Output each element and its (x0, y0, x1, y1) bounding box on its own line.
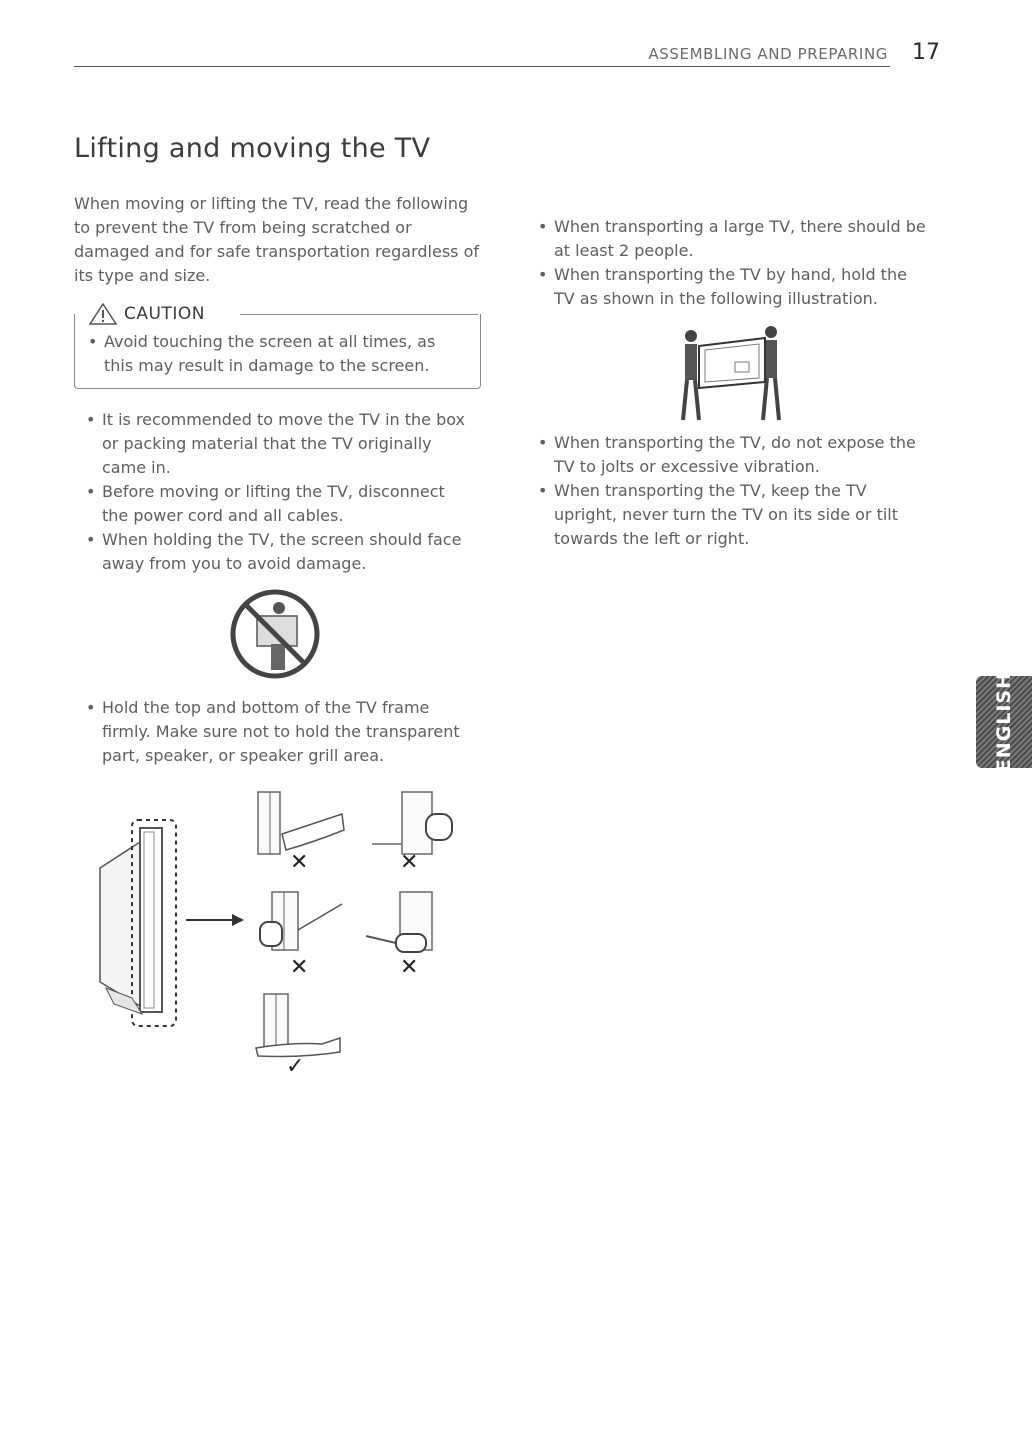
intro-paragraph: When moving or lifting the TV, read the following to prevent the TV from being scratched or damaged and for safe transportation regardless of its type and size. (74, 194, 479, 285)
right-bullet-list-1 (538, 215, 928, 311)
list-item-text: When holding the TV, the screen should face away from you to avoid damage. (102, 530, 462, 573)
list-item (538, 215, 928, 263)
list-item-text: Hold the top and bottom of the TV frame firmly. Make sure not to hold the transparent part, speaker, or speaker grill area. (102, 698, 460, 765)
caution-heading (84, 302, 215, 326)
bullet: • (538, 265, 548, 284)
wrong-mark: ✕ (400, 850, 419, 875)
list-item (86, 696, 476, 768)
bullet: • (538, 433, 548, 452)
list-item-text: It is recommended to move the TV in the box or packing material that the TV originally came in. (102, 410, 466, 477)
list-item (538, 263, 928, 311)
list-item (86, 408, 476, 480)
list-item-text: When transporting the TV, do not expose the TV to jolts or excessive vibration. (554, 433, 916, 476)
right-bullet-list-2 (538, 431, 928, 551)
two-people-carrying-tv-illustration (677, 322, 789, 422)
bullet: • (86, 698, 96, 717)
language-tab-label: ENGLISH (993, 671, 1015, 773)
bullet: • (538, 481, 548, 500)
arrow-right-icon (186, 912, 246, 928)
left-bullet-list-2 (86, 696, 476, 768)
caution-label: CAUTION (124, 304, 205, 324)
page-title: Lifting and moving the TV (74, 133, 431, 164)
header-rule (74, 66, 890, 67)
left-bullet-list-1 (86, 408, 476, 576)
list-item-text: When transporting the TV, keep the TV upright, never turn the TV on its side or tilt towards the left or right. (554, 481, 899, 548)
bullet: • (86, 530, 96, 549)
wrong-mark: ✕ (290, 850, 309, 875)
correct-mark: ✓ (286, 1054, 305, 1079)
language-tab (976, 671, 1032, 773)
caution-item-text: Avoid touching the screen at all times, as this may result in damage to the screen. (104, 332, 436, 375)
wrong-mark: ✕ (290, 955, 309, 980)
caution-triangle-icon (88, 302, 118, 326)
prohibited-icon (229, 588, 321, 680)
list-item-text: When transporting the TV by hand, hold the TV as shown in the following illustration. (554, 265, 907, 308)
list-item-text: Before moving or lifting the TV, disconnect the power cord and all cables. (102, 482, 445, 525)
caution-item (88, 330, 468, 378)
section-label: ASSEMBLING AND PREPARING (648, 45, 888, 63)
list-item (538, 431, 928, 479)
wrong-mark: ✕ (400, 955, 419, 980)
bullet: • (86, 482, 96, 501)
bullet: • (86, 410, 96, 429)
list-item-text: When transporting a large TV, there should be at least 2 people. (554, 217, 926, 260)
caution-list (88, 330, 468, 378)
page-number: 17 (912, 40, 940, 65)
caution-top-rule (240, 314, 478, 315)
list-item (86, 480, 476, 528)
list-item (538, 479, 928, 551)
list-item (86, 528, 476, 576)
bullet: • (88, 332, 98, 351)
bullet: • (538, 217, 548, 236)
